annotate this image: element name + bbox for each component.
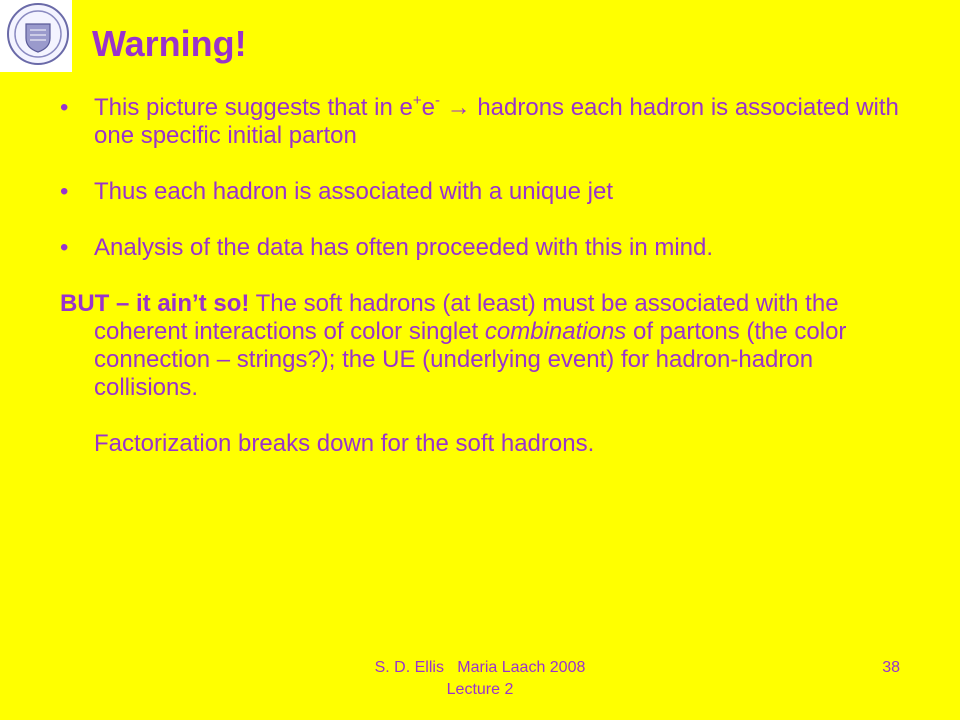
bullet-text: Thus each hadron is associated with a unique jet bbox=[94, 178, 613, 205]
bullet-dot: • bbox=[60, 234, 69, 261]
superscript-minus: - bbox=[434, 92, 440, 109]
bullet-item bbox=[60, 94, 920, 150]
conclusion-paragraph bbox=[60, 290, 920, 402]
bullet-text: hadrons each hadron is associated with one specific initial parton bbox=[94, 94, 899, 149]
conclusion-text: of partons (the color connection – strings?); the UE (underlying event) for hadron-hadron collisions. bbox=[94, 318, 847, 401]
conclusion-lead: BUT – it ain’t so! bbox=[60, 290, 250, 317]
page-number: 38 bbox=[882, 659, 900, 676]
footer-author: S. D. Ellis Maria Laach 2008 bbox=[374, 659, 586, 676]
bullet-text: e bbox=[421, 94, 435, 121]
right-arrow-icon: → bbox=[439, 94, 478, 121]
slide-title: Warning! bbox=[92, 23, 247, 64]
bullet-item bbox=[60, 234, 920, 262]
superscript-plus: + bbox=[412, 92, 422, 109]
bullet-dot: • bbox=[60, 178, 69, 205]
bullet-item bbox=[60, 178, 920, 206]
conclusion-text: The soft hadrons (at least) must be associated with the coherent interactions of color singlet bbox=[94, 290, 839, 345]
bullet-text: This picture suggests that in e bbox=[94, 94, 413, 121]
slide-footer bbox=[330, 657, 630, 701]
bullet-dot: • bbox=[60, 94, 69, 121]
university-seal-icon bbox=[0, 0, 72, 72]
bullet-text: Analysis of the data has often proceeded with this in mind. bbox=[94, 234, 714, 261]
slide-body bbox=[60, 94, 920, 458]
conclusion-emphasis: combinations bbox=[484, 318, 627, 345]
footer-lecture: Lecture 2 bbox=[446, 681, 514, 698]
conclusion-text: Factorization breaks down for the soft hadrons. bbox=[94, 430, 595, 457]
conclusion-final bbox=[60, 430, 920, 458]
